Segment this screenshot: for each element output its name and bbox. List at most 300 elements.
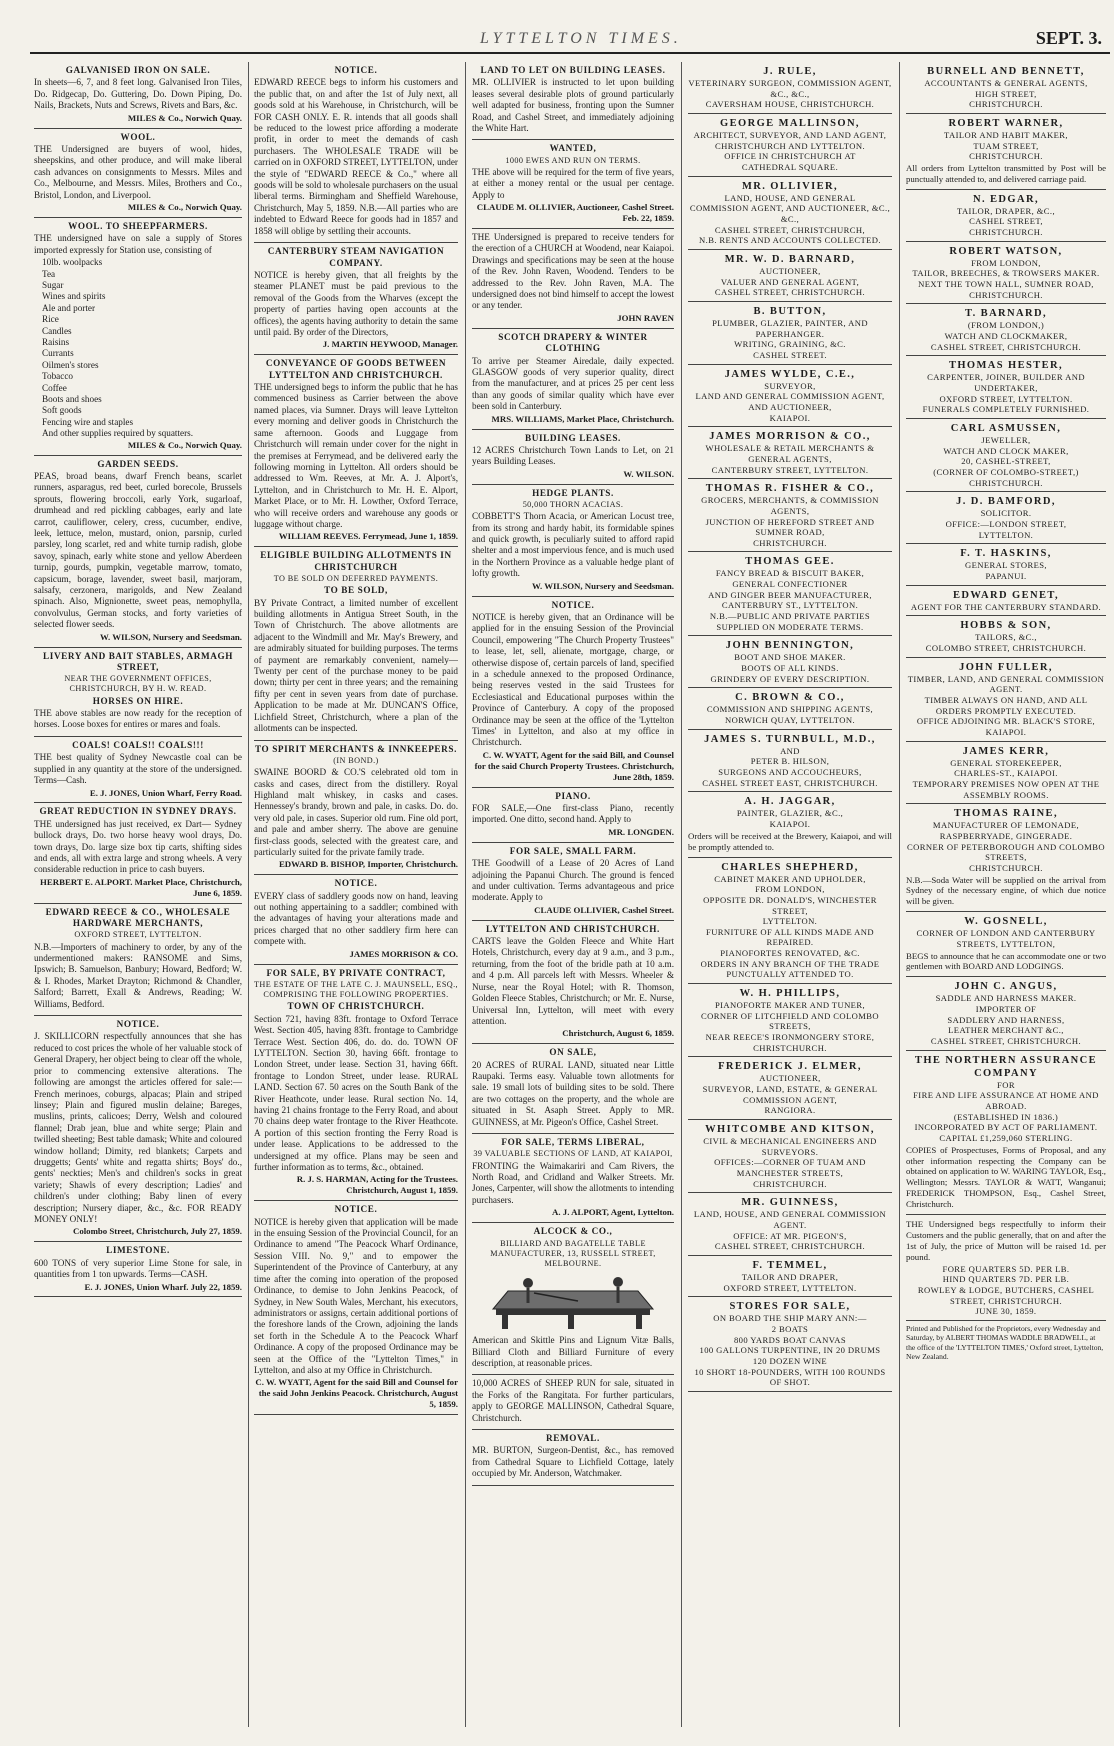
advertisement — [472, 140, 674, 229]
ad-body: MR. BURTON, Surgeon-Dentist, &c., has removed from Cathedral Square to Lichfield Cottage, lately occupied by Mr. Anderson, Watchmaker. — [472, 1445, 674, 1479]
business-line: JEWELLER, — [981, 435, 1031, 446]
business-line: SURVEYOR, — [764, 380, 816, 391]
advertisement — [472, 1223, 674, 1375]
illustration-part — [636, 1315, 642, 1329]
ad-subheading: 39 VALUABLE SECTIONS OF LAND, AT KAIAPOI, — [473, 1149, 673, 1159]
business-line: WATCH AND CLOCKMAKER, — [944, 331, 1068, 342]
illustration-part — [568, 1315, 574, 1329]
business-line: 20, CASHEL-STREET, — [961, 456, 1051, 467]
business-name: JOHN BENNINGTON, — [725, 640, 855, 652]
business-line: GENERAL STOREKEEPER, — [950, 757, 1062, 768]
business-line: MANUFACTURER OF LEMONADE, RASPBERRYADE, GINGERADE. — [932, 820, 1080, 841]
advertisement — [34, 62, 242, 129]
ad-body: NOTICE is hereby given, that all freights by the steamer PLANET must be paid previous to the removal of the Goods from the Wharves (except the property of parties having open accounts at the offices), the agents having authority to detain the same until paid. By order of the Directors, — [254, 269, 458, 337]
ad-body: Section 721, having 83ft. frontage to Oxford Terrace West. Section 405, having 83ft. frontage to Cambridge Terrace West. Section 406, do. do. do. TOWN OF LYTTELTON. Section 30, having 66ft. frontage to London Street, under lease. Section 31, having 66ft. frontage to London Street, under lease. RURAL LAND. Section 67. 50 acres on the South Bank of the River Heathcote, under lease. Rural section No. 14, having 21 chains frontage to the Ferry Road, and about 70 chains deep water frontage to the River Heathcote. A portion of this section fronting the Ferry Road is under lease. Applications to be addressed to the undersigned at my office. Plans may be seen and further information as to terms, &c., obtained. — [254, 1013, 458, 1173]
ad-heading: NOTICE. — [116, 1019, 160, 1030]
ad-body: SWAINE BOORD & CO.'S celebrated old tom in casks and cases, direct from the distillery. Royal Highland malt whiskey, in casks and cases. Hennessey's brandy, brown and pale, in casks. Do. do. very old pale, in cases. Superior old rum. Fine old port, and pale and amber sherry. The above are genuine first-class goods, selected with the greatest care, and particularly suited for the private family trade. — [254, 767, 458, 857]
business-card — [906, 977, 1106, 1050]
business-card — [906, 544, 1106, 585]
business-name: THOMAS RAINE, — [954, 808, 1058, 820]
business-name: J. D. BAMFORD, — [956, 496, 1056, 508]
business-line: FANCY BREAD & BISCUIT BAKER, — [715, 568, 865, 579]
list-item: Candles — [42, 325, 72, 336]
ad-signature: C. W. WYATT, Agent for the said Bill, and Counsel for the said Church Property Trustees. Christchurch, June 28th, 1859. — [474, 749, 674, 782]
ad-body: BY Private Contract, a limited number of excellent building allotments in Antigua Street South, in the Town of Christchurch. The above allotments are adjacent to the Windmill and Mr. May's Brewery, and are admirably situated for building purposes. The terms of payment are remarkably convenient, namely—Twenty per cent of the purchase money to be paid down; thirty per cent in three years; and the remaining fifty per cent in seven years from date of purchase. Application to be made at Mr. DUNCAN'S Office, Lichfield Street, Christchurch, where a plan of the allotments can be inspected. — [254, 597, 458, 734]
business-card — [906, 912, 1106, 977]
business-name: B. BUTTON, — [753, 305, 827, 317]
ad-heading: BUILDING LEASES. — [525, 432, 621, 443]
advertisement — [254, 965, 458, 1202]
business-line: FURNITURE OF ALL KINDS MADE AND REPAIRED. — [706, 926, 874, 948]
business-line: COMMISSION AND SHIPPING AGENTS, — [706, 704, 874, 715]
ad-heading: GALVANISED IRON ON SALE. — [65, 65, 211, 75]
ad-heading: WOOL. TO SHEEPFARMERS. — [68, 220, 208, 231]
business-line: LAND AND GENERAL COMMISSION AGENT, — [695, 391, 885, 402]
business-line: RANGIORA. — [764, 1105, 816, 1116]
business-line: CHRISTCHURCH. — [969, 227, 1043, 238]
list-item: Raisins — [42, 336, 70, 347]
ad-body: THE best quality of Sydney Newcastle coal can be supplied in any quantity at the store of the undersigned. Terms—Cash. — [34, 752, 242, 786]
advertisement — [34, 737, 242, 804]
list-item: Wines and spirits — [42, 291, 106, 302]
ad-body: 600 TONS of very superior Lime Stone for sale, in quantities from 1 ton upwards. Terms—CASH. — [34, 1257, 242, 1280]
business-name: GEORGE MALLINSON, — [720, 117, 860, 129]
business-card — [906, 356, 1106, 419]
business-line: CHRISTCHURCH. — [753, 1178, 827, 1189]
business-card — [688, 177, 892, 250]
list-item: Tobacco — [42, 371, 73, 382]
business-line: CASHEL STREET, CHRISTCHURCH. — [930, 341, 1082, 352]
business-line: OXFORD STREET, LYTTELTON. — [939, 393, 1073, 404]
ad-heading: ALCOCK & CO., — [533, 1226, 613, 1237]
advertisement — [254, 62, 458, 243]
business-line: HIND QUARTERS 7D. PER LB. — [942, 1274, 1070, 1285]
business-card — [906, 658, 1106, 742]
ad-heading: LIMESTONE. — [106, 1245, 170, 1256]
business-card — [906, 419, 1106, 492]
business-line: SURVEYOR, LAND, ESTATE, & GENERAL COMMISSION AGENT, — [702, 1084, 878, 1105]
business-line: PIANOFORTE MAKER AND TUNER, — [714, 1000, 866, 1011]
advertisement — [34, 648, 242, 737]
business-line: CHRISTCHURCH. — [969, 862, 1043, 873]
ad-signature: A. J. ALPORT, Agent, Lyttelton. — [552, 1207, 674, 1218]
list-item: Rice — [42, 314, 59, 325]
advertisement — [472, 843, 674, 921]
business-line: CASHEL STREET, CHRISTCHURCH. — [714, 1241, 866, 1252]
business-line: OFFICE:—LONDON STREET, — [945, 519, 1067, 529]
list-item: Fencing wire and staples — [42, 416, 134, 427]
business-name: ROBERT WARNER, — [948, 117, 1064, 129]
business-line: TIMBER ALWAYS ON HAND, AND ALL ORDERS PROMPTLY EXECUTED. — [924, 694, 1088, 716]
business-card — [688, 302, 892, 365]
business-name: WHITCOMBE AND KITSON, — [705, 1124, 875, 1136]
advertisement — [472, 1134, 674, 1223]
list-item: Coffee — [42, 382, 67, 393]
ad-heading: LYTTELTON AND CHRISTCHURCH. — [486, 923, 660, 934]
ad-signature: W. WILSON, Nursery and Seedsman. — [532, 580, 674, 591]
business-line: THE Undersigned begs respectfully to inform their Customers and the public generally, that on and after the 1st of July, the price of Mutton will be raised 1d. per pound. — [906, 1219, 1106, 1262]
business-line: NEAR REECE'S IRONMONGERY STORE, — [705, 1032, 875, 1043]
business-line: CAPITAL £1,259,060 STERLING. — [939, 1133, 1073, 1143]
ad-heading: TO SPIRIT MERCHANTS & INNKEEPERS. — [255, 743, 457, 754]
ad-body: FRONTING the Waimakariri and Cam Rivers, the North Road, and Cridland and Walker Streets. Mr. Jones, Carpenter, will show the allotments to intending purchasers. — [472, 1160, 674, 1205]
advertisement — [34, 803, 242, 903]
business-line: FROM LONDON, — [971, 257, 1041, 268]
business-line: INCORPORATED BY ACT OF PARLIAMENT. — [914, 1122, 1098, 1133]
business-card — [906, 190, 1106, 242]
business-name: CARL ASMUSSEN, — [950, 423, 1062, 435]
business-line: PAPANUI. — [985, 570, 1027, 581]
column-divider — [681, 62, 682, 1727]
ad-heading: WOOL. — [120, 131, 156, 142]
ad-body: CARTS leave the Golden Fleece and White Hart Hotels, Christchurch, every day at 9 a.m., and 3 p.m., returning, from the foot of the bridle path at 10 a.m. and 4 p.m. All parcels left with Messrs. Wheeler & Nurse, near the Royal Hotel; with R. Thomson, Golden Fleece Stables, Christchurch; or Mr. E. Nurse, Universal Inn, Lyttelton, will meet with every attention. — [472, 936, 674, 1026]
ad-heading: COALS! COALS!! COALS!!! — [72, 739, 204, 750]
ad-heading-secondary: TOWN OF CHRISTCHURCH. — [287, 1001, 425, 1012]
business-line: CASHEL STREET EAST, CHRISTCHURCH. — [702, 777, 878, 788]
business-name: THOMAS GEE. — [745, 556, 835, 568]
business-name: MR. OLLIVIER, — [741, 180, 839, 192]
ad-subheading: BILLIARD AND BAGATELLE TABLE MANUFACTURER, 13, RUSSELL STREET, MELBOURNE. — [490, 1238, 656, 1268]
advertisement — [254, 1201, 458, 1415]
business-line: N.B.—PUBLIC AND PRIVATE PARTIES SUPPLIED ON MODERATE TERMS. — [709, 611, 871, 632]
business-line: CASHEL STREET. — [753, 349, 827, 360]
business-line: TUAM STREET, — [973, 140, 1039, 151]
business-name: F. TEMMEL, — [752, 1259, 828, 1271]
business-card — [688, 479, 892, 552]
ad-list — [34, 257, 242, 440]
ad-body: THE undersigned begs to inform the public that he has commenced business as Carrier between the above named places, via Sumner. Drays will leave Lyttelton every morning and deliver goods in Christchurch the same afternoon. Goods and Luggage from Christchurch will remain under cover for the night in the premises at Ferrymead, and be delivered early the following morning in Lyttelton. All orders should be addressed to Wm. Reeves, at Mr. A. J. Alport's, Lyttelton, and in Christchurch to Mr. H. E. Alport, Market Place, or to Mr. H. Lowther, Oxford Terrace, who will receive orders and warehouse any goods or luggage without charge. — [254, 382, 458, 529]
business-name: THOMAS HESTER, — [948, 360, 1064, 372]
advertisement — [472, 485, 674, 597]
business-line: N.B. RENTS AND ACCOUNTS COLLECTED. — [699, 235, 881, 246]
ad-heading: EDWARD REECE & CO., WHOLESALE HARDWARE MERCHANTS, — [45, 906, 231, 929]
business-line: TAILOR, DRAPER, &C., — [956, 205, 1056, 216]
business-name: A. H. JAGGAR, — [744, 796, 836, 808]
advertisement — [254, 355, 458, 547]
ad-signature: Colombo Street, Christchurch, July 27, 1859. — [72, 1226, 242, 1237]
business-line: CHRISTCHURCH. — [969, 289, 1043, 300]
business-line: WHOLESALE & RETAIL MERCHANTS & GENERAL AGENTS, — [705, 443, 875, 464]
billiard-table-illustration — [488, 1273, 658, 1331]
ad-body: American and Skittle Pins and Lignum Vitæ Balls, Billiard Cloth and Billiard Furniture of every description, at reasonable prices. — [472, 1335, 674, 1368]
business-line: 100 GALLONS TURPENTINE, IN 20 DRUMS — [699, 1345, 881, 1356]
business-card — [906, 804, 1106, 912]
business-line: COPIES of Prospectuses, Forms of Proposal, and any other information respecting the Company can be obtained on application to W. WARING TAYLOR, Esq., Wellington; Messrs. TAYLOR & WATT, Wanganui; FREDERICK THOMPSON, Esq., Cashel Street, Christchurch. — [906, 1144, 1106, 1210]
advertisement — [472, 1044, 674, 1134]
ad-subheading: 50,000 THORN ACACIAS. — [522, 500, 624, 510]
advertisement — [472, 62, 674, 140]
ad-body: 10,000 ACRES of SHEEP RUN for sale, situated in the Forks of the Rangitata. For further particulars, apply to GEORGE MALLINSON, Cathedral Square, Christchurch. — [472, 1378, 674, 1423]
business-line: CANTERBURY ST., LYTTELTON. — [721, 600, 859, 611]
ad-heading: ON SALE, — [549, 1047, 597, 1058]
business-card — [688, 250, 892, 302]
business-card — [688, 62, 892, 114]
business-name: W. GOSNELL, — [964, 916, 1048, 928]
business-line: CHRISTCHURCH. — [753, 1042, 827, 1053]
business-card — [688, 688, 892, 729]
business-line: CIVIL & MECHANICAL ENGINEERS AND SURVEYORS. — [703, 1136, 877, 1157]
business-line: FUNERALS COMPLETELY FURNISHED. — [922, 404, 1090, 415]
illustration-part — [502, 1315, 508, 1329]
business-line: AGENT FOR THE CANTERBURY STANDARD. — [910, 601, 1102, 612]
ad-body: NOTICE is hereby given that application will be made in the ensuing Session of the Provincial Council, for an Ordinance to amend "The Peacock Wharf Ordinance, Session VIII. No. 9," and to empower the Superintendent of the Province of Canterbury, at any time after the coming into operation of the proposed Ordinance, to demise to John Jenkins Peacock, of Sydney, in New South Wales, Merchant, his executors, administrators or assigns, certain additional portions of the foreshore lands of the Crown, adjoining the lands set forth in the Schedule A to the Peacock Wharf Ordinance. A copy of the proposed Ordinance may be seen at the Office of the "Lyttelton Times," in Lyttelton, and also at my Office in Christchurch. — [254, 1216, 458, 1375]
column-divider — [465, 62, 466, 1727]
business-name: THOMAS R. FISHER & CO., — [705, 483, 875, 495]
ad-heading: SCOTCH DRAPERY & WINTER CLOTHING — [498, 331, 648, 354]
business-name: C. BROWN & CO., — [735, 692, 845, 704]
business-line: 2 BOATS — [771, 1323, 809, 1334]
business-line: ON BOARD THE SHIP MARY ANN:— — [713, 1313, 867, 1324]
business-line: CHRISTCHURCH. — [969, 151, 1043, 162]
ad-subheading: 1000 EWES AND RUN ON TERMS. — [505, 155, 641, 165]
business-line: AUCTIONEER, — [759, 1073, 821, 1084]
ad-heading: LIVERY AND BAIT STABLES, ARMAGH STREET, — [43, 650, 233, 672]
ad-heading: CONVEYANCE OF GOODS BETWEEN LYTTELTON AND CHRISTCHURCH. — [265, 358, 447, 380]
illustration-part — [523, 1278, 533, 1288]
business-line: GENERAL CONFECTIONER — [732, 579, 848, 590]
business-line: CHARLES-ST., KAIAPOI. — [954, 768, 1058, 779]
business-line: LYTTELTON. — [762, 916, 818, 927]
list-item: Sugar — [42, 279, 64, 290]
business-line: (ESTABLISHED IN 1836.) — [953, 1111, 1059, 1122]
ad-signature: EDWARD B. BISHOP, Importer, Christchurch. — [278, 859, 458, 870]
ad-signature: WILLIAM REEVES. Ferrymead, June 1, 1859. — [278, 531, 458, 542]
ad-subheading: THE ESTATE OF THE LATE C. J. MAUNSELL, ESQ., COMPRISING THE FOLLOWING PROPERTIES. — [254, 980, 458, 1000]
business-name: MR. GUINNESS, — [741, 1197, 839, 1209]
business-line: GRINDERY OF EVERY DESCRIPTION. — [710, 673, 870, 684]
business-line: PLUMBER, GLAZIER, PAINTER, AND PAPERHANGER. — [712, 317, 868, 339]
ad-body: THE Goodwill of a Lease of 20 Acres of Land adjoining the Papanui Church. The ground is fenced and under cultivation. Terms advantageous and price moderate. Apply to — [472, 858, 674, 903]
business-line: FOR — [997, 1079, 1015, 1090]
ad-signature: MILES & Co., Norwich Quay. — [127, 201, 242, 212]
business-line: TIMBER, LAND, AND GENERAL COMMISSION AGENT. — [907, 673, 1105, 695]
advertisement — [34, 1016, 242, 1242]
ad-body: In sheets—6, 7, and 8 feet long. Galvanised Iron Tiles, Do. Ridgecap, Do. Guttering, Do. Down Piping, Do. Nails, Brackets, Nuts and Screws, Rivets and Bars, &c. — [34, 77, 242, 111]
business-name: MR. W. D. BARNARD, — [724, 253, 856, 265]
business-line: CASHEL STREET, CHRISTCHURCH. — [714, 287, 866, 298]
business-line: All orders from Lyttelton transmitted by Post will be punctually attended to, and delivered carriage paid. — [906, 162, 1106, 184]
business-card — [688, 114, 892, 177]
ad-signature: HERBERT E. ALPORT. Market Place, Christchurch, June 6, 1859. — [40, 876, 242, 898]
business-line: AND GINGER BEER MANUFACTURER, — [708, 589, 872, 600]
ad-heading: PIANO. — [555, 790, 591, 801]
business-card — [688, 1193, 892, 1256]
business-name: EDWARD GENET, — [952, 589, 1060, 601]
masthead-date: SEPT. 3. — [1035, 28, 1102, 48]
ad-signature: MILES & Co., Norwich Quay. — [127, 112, 242, 123]
ad-body: THE Undersigned is prepared to receive tenders for the erection of a CHURCH at Woodend, near Kaiapoi. Drawings and specifications may be seen at the house of the Rev. John Raven, Woodend. Tenders to be addressed to the Rev. John Raven, M.A. The undersigned does not bind himself to accept the lowest or any tender. — [472, 232, 674, 311]
business-line: CHRISTCHURCH AND LYTTELTON. — [714, 140, 866, 151]
ad-body: EDWARD REECE begs to inform his customers and the public that, on and after the 1st of July next, all goods sold at his Warehouse, in Christchurch, will be FOR CASH ONLY. E. R. intends that all goods shall be reduced to the lowest price affording a moderate profit, in order to meet the demands of cash purchasers. The WHOLESALE TRADE will be carried on in OXFORD STREET, LYTTELTON, under the style of "EDWARD REECE & Co.," where all goods will be sold to wholesale purchasers on the usual liberal terms. Birmingham and Sheffield Warehouse, Christchurch, May 5, 1859. N.B.—All parties who are indebted to Edward Reece for goods had in 1857 and 1858 will oblige by settling their accounts. — [254, 77, 458, 236]
ad-subheading: OXFORD STREET, LYTTELTON. — [74, 930, 202, 940]
business-name: JAMES KERR, — [962, 745, 1050, 757]
business-name: JOHN C. ANGUS, — [954, 981, 1058, 993]
list-item: Currants — [42, 348, 74, 359]
business-card — [688, 636, 892, 688]
advertisement — [472, 788, 674, 843]
business-name: FREDERICK J. ELMER, — [718, 1061, 862, 1073]
advertisement — [34, 456, 242, 648]
business-line: HIGH STREET, — [975, 88, 1037, 99]
illustration-part — [496, 1309, 650, 1315]
business-line: JUNE 30, 1859. — [975, 1306, 1037, 1317]
ad-signature: J. MARTIN HEYWOOD, Manager. — [322, 339, 458, 350]
business-line: CHRISTCHURCH. — [969, 99, 1043, 110]
business-name: W. H. PHILLIPS, — [739, 988, 841, 1000]
ad-signature: MRS. WILLIAMS, Market Place, Christchurch. — [491, 413, 674, 424]
business-card — [906, 304, 1106, 356]
business-line: CATHEDRAL SQUARE. — [741, 161, 839, 172]
ad-subheading: NEAR THE GOVERNMENT OFFICES, CHRISTCHURCH, BY H. W. READ. — [64, 674, 212, 694]
business-line: N.B.—Soda Water will be supplied on the arrival from Sydney of the necessary engine, of which due notice will be given. — [906, 874, 1106, 907]
business-line: COMMISSION AGENT, AND AUCTIONEER, &C., &C., — [689, 203, 891, 224]
advertisement — [254, 741, 458, 876]
business-line: NEXT THE TOWN HALL, SUMNER ROAD, — [918, 279, 1094, 290]
ad-body: COBBETT'S Thorn Acacia, or American Locust tree, from its strong and hardy habit, its formidable spines and quick growth, is peculiarly suited to afford rapid shelter and a most impervious fence, and is much used in the Northern Province as a valuable hedge plant of lofty growth. — [472, 511, 674, 579]
business-line: CORNER OF PETERBOROUGH AND COLOMBO STREETS, — [907, 841, 1105, 863]
business-name: THE NORTHERN ASSURANCE COMPANY — [914, 1054, 1098, 1079]
advertisement — [34, 129, 242, 218]
column-1 — [30, 62, 246, 1727]
business-line: CHRISTCHURCH. — [753, 537, 827, 548]
business-line: OFFICES:—CORNER OF TUAM AND MANCHESTER STREETS, — [714, 1157, 866, 1179]
ad-signature: CLAUDE OLLIVIER, Cashel Street. — [534, 904, 674, 915]
advertisement — [472, 921, 674, 1045]
business-line: CABINET MAKER AND UPHOLDER, — [714, 873, 866, 884]
ad-heading: WANTED, — [549, 143, 597, 154]
advertisement — [34, 904, 242, 1016]
list-item: 10lb. woolpacks — [42, 257, 103, 268]
business-card — [906, 62, 1106, 114]
business-line: CASHEL STREET, CHRISTCHURCH. — [930, 1036, 1082, 1047]
column-3 — [468, 62, 678, 1727]
business-line: AND — [780, 745, 800, 756]
business-line: CARPENTER, JOINER, BUILDER AND UNDERTAKER, — [927, 372, 1085, 394]
business-line: Orders will be received at the Brewery, Kaiapoi, and will be promptly attended to. — [688, 830, 892, 852]
business-name: JOHN FULLER, — [959, 661, 1053, 673]
business-card — [688, 1256, 892, 1297]
advertisement — [254, 243, 458, 355]
business-card — [688, 365, 892, 428]
ad-subheading: (IN BOND.) — [333, 755, 379, 765]
business-line: CAVERSHAM HOUSE, CHRISTCHURCH. — [705, 99, 875, 110]
business-line: PAINTER, GLAZIER, &C., — [736, 808, 844, 819]
ad-heading: NOTICE. — [551, 599, 595, 610]
business-line: ROWLEY & LODGE, BUTCHERS, CASHEL STREET, CHRISTCHURCH. — [917, 1285, 1095, 1306]
business-line: SOLICITOR. — [980, 508, 1032, 519]
ad-body: THE above will be required for the term of five years, at either a money rental or the usual per centage. Apply to — [472, 167, 674, 200]
advertisement — [472, 229, 674, 329]
ad-signature: MR. LONGDEN. — [608, 826, 674, 837]
business-card — [688, 1057, 892, 1120]
business-name: BURNELL AND BENNETT, — [927, 66, 1085, 77]
business-line: JUNCTION OF HEREFORD STREET AND SUMNER ROAD, — [705, 516, 875, 538]
ad-heading: REMOVAL. — [546, 1432, 600, 1443]
business-card — [688, 1120, 892, 1193]
business-card — [688, 984, 892, 1057]
business-line: OFFICE IN CHRISTCHURCH AT — [724, 151, 856, 162]
business-line: OPPOSITE DR. DONALD'S, WINCHESTER STREET, — [703, 894, 877, 916]
ad-heading: FOR SALE, SMALL FARM. — [509, 845, 637, 856]
ad-heading: NOTICE. — [334, 65, 378, 75]
ad-body: NOTICE is hereby given, that an Ordinance will be applied for in the ensuing Session of the Provincial Council, empowering "The Church Property Trustees" to lease, let, sell, alienate, mortgage, charge, or otherwise dispose of, certain parcels of land, specified in a schedule annexed to the proposed Ordinance, being reserves vested in the said Trustees for Ecclesiastical and Educational purposes within the Province of Canterbury. A copy of the proposed Ordinance may be seen at the office of the 'Lyttelton Times' in Lyttelton, and also at my office in Christchurch. — [472, 612, 674, 748]
business-line: FROM LONDON, — [755, 884, 825, 895]
illustration-part — [613, 1277, 623, 1287]
advertisement — [254, 547, 458, 740]
ad-signature: E. J. JONES, Union Wharf. July 22, 1859. — [84, 1281, 242, 1292]
business-card — [906, 742, 1106, 805]
business-line: SADDLERY AND HARNESS, — [947, 1014, 1065, 1025]
masthead-rule — [30, 52, 1110, 54]
advertisement — [472, 1375, 674, 1430]
ad-signature: CLAUDE M. OLLIVIER, Auctioneer, Cashel Street. Feb. 22, 1859. — [476, 202, 674, 224]
ad-body: THE undersigned has just received, ex Dart— Sydney bullock drays, Do. two horse heavy wool drays, Do. town drays, Do. large size box tip carts, shifting sides and ends, all with extra large and strong wheels. A very considerable reduction in price to cash buyers. — [34, 818, 242, 875]
ad-heading: NOTICE. — [334, 1204, 378, 1215]
business-line: WRITING, GRAINING, &C. — [734, 339, 846, 350]
ad-heading: LAND TO LET ON BUILDING LEASES. — [480, 65, 666, 75]
business-card — [906, 492, 1106, 544]
ad-heading-secondary: TO BE SOLD, — [324, 585, 388, 596]
business-name: STORES FOR SALE, — [729, 1301, 851, 1313]
list-item: Oilmen's stores — [42, 359, 99, 370]
business-line: PETER B. HILSON, — [750, 756, 830, 767]
ad-signature: Christchurch, August 6, 1859. — [562, 1028, 674, 1039]
advertisement — [472, 329, 674, 430]
business-name: JAMES WYLDE, C.E., — [724, 368, 856, 380]
business-card — [688, 1297, 892, 1392]
ad-subheading: TO BE SOLD ON DEFERRED PAYMENTS. — [273, 574, 439, 584]
business-line: CASHEL STREET, CHRISTCHURCH, — [714, 224, 866, 235]
business-card — [688, 792, 892, 857]
ad-signature: C. W. WYATT, Agent for the said Bill and Counsel for the said John Jenkins Peacock. Christchurch, August 5, 1859. — [255, 1377, 458, 1410]
business-card — [906, 586, 1106, 617]
business-line: FIRE AND LIFE ASSURANCE AT HOME AND ABROAD. — [913, 1090, 1099, 1112]
business-line: CHRISTCHURCH. — [969, 477, 1043, 488]
ad-signature: W. WILSON. — [623, 468, 674, 479]
business-name: JAMES MORRISON & CO., — [709, 431, 871, 443]
column-4 — [684, 62, 896, 1727]
business-name: T. BARNARD, — [965, 308, 1047, 320]
list-item: And other supplies required by squatters. — [42, 428, 194, 439]
business-line: LAND, HOUSE, AND GENERAL COMMISSION AGENT. — [693, 1209, 887, 1230]
ad-signature: W. WILSON, Nursery and Seedsman. — [100, 631, 242, 642]
business-name: JAMES S. TURNBULL, M.D., — [704, 733, 876, 745]
business-line: ARCHITECT, SURVEYOR, AND LAND AGENT, — [693, 130, 887, 140]
business-line: 120 DOZEN WINE — [752, 1355, 828, 1366]
business-card — [688, 858, 892, 985]
business-line: LEATHER MERCHANT &C., — [948, 1025, 1064, 1036]
business-line: GENERAL STORES, — [965, 560, 1047, 571]
business-name: N. EDGAR, — [973, 193, 1039, 205]
business-line: TEMPORARY PREMISES NOW OPEN AT THE ASSEMBLY ROOMS. — [912, 778, 1100, 800]
business-line: ACCOUNTANTS & GENERAL AGENTS, — [924, 78, 1088, 89]
masthead-title: LYTTELTON TIMES. — [480, 30, 682, 47]
business-line: (CORNER OF COLOMBO-STREET,) — [933, 467, 1079, 478]
ad-heading: CANTERBURY STEAM NAVIGATION COMPANY. — [267, 246, 445, 268]
business-line: CORNER OF LONDON AND CANTERBURY STREETS, LYTTELTON, — [916, 928, 1096, 949]
business-line: GROCERS, MERCHANTS, & COMMISSION AGENTS, — [701, 495, 879, 516]
list-item: Tea — [42, 268, 56, 279]
business-line: LYTTELTON. — [978, 529, 1034, 540]
business-line: SURGEONS AND ACCOUCHEURS, — [718, 767, 862, 778]
business-card — [906, 1215, 1106, 1321]
list-item: Ale and porter — [42, 302, 96, 313]
business-line: PIANOFORTES RENOVATED, &C. — [720, 948, 860, 959]
business-line: TAILORS, &C., — [975, 632, 1037, 643]
business-line: SADDLE AND HARNESS MAKER. — [935, 993, 1077, 1004]
ad-signature: E. J. JONES, Union Wharf, Ferry Road. — [89, 787, 242, 798]
ad-signature: JOHN RAVEN — [617, 312, 674, 323]
